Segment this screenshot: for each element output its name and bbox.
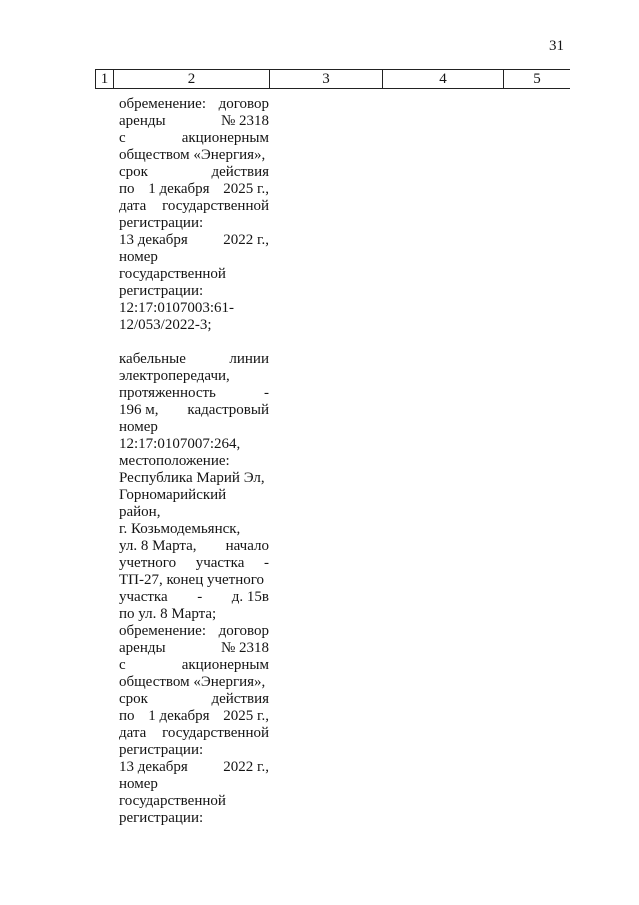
text-line xyxy=(119,249,269,266)
text-fragment: Республика Марий Эл, xyxy=(119,470,265,486)
text-fragment: по xyxy=(119,708,135,724)
text-fragment: 2025 г., xyxy=(223,181,269,197)
text-fragment: 1 декабря xyxy=(148,181,210,197)
cable-line-entry xyxy=(119,351,269,827)
text-line xyxy=(119,691,269,708)
text-fragment: 196 м, xyxy=(119,402,159,418)
text-line xyxy=(119,623,269,640)
text-line xyxy=(119,572,269,589)
text-fragment: линии xyxy=(229,351,269,367)
text-line xyxy=(119,742,269,759)
text-line xyxy=(119,810,269,827)
text-fragment: электропередачи, xyxy=(119,368,230,384)
text-fragment: кадастровый xyxy=(187,402,269,418)
text-fragment: учетного xyxy=(119,555,177,571)
text-line xyxy=(119,708,269,725)
text-fragment: действия xyxy=(211,164,269,180)
text-line xyxy=(119,606,269,623)
text-line xyxy=(119,181,269,198)
text-line xyxy=(119,725,269,742)
text-fragment: протяженность xyxy=(119,385,216,401)
text-line xyxy=(119,436,269,453)
page-number: 31 xyxy=(549,38,564,54)
text-fragment: местоположение: xyxy=(119,453,230,469)
header-row xyxy=(96,70,571,89)
text-fragment: 2022 г., xyxy=(223,232,269,248)
text-line xyxy=(119,504,269,521)
text-fragment: по xyxy=(119,181,135,197)
header-col-5: 5 xyxy=(504,70,571,89)
text-fragment: срок xyxy=(119,164,148,180)
encumbrance-entry-1 xyxy=(119,96,269,334)
text-fragment: кабельные xyxy=(119,351,186,367)
text-line xyxy=(119,657,269,674)
text-fragment: Горномарийский xyxy=(119,487,227,503)
header-col-1: 1 xyxy=(96,70,114,89)
text-line xyxy=(119,385,269,402)
text-line xyxy=(119,300,269,317)
text-line xyxy=(119,96,269,113)
text-fragment: № 2318 xyxy=(220,640,269,656)
text-line xyxy=(119,351,269,368)
text-line xyxy=(119,419,269,436)
text-line xyxy=(119,538,269,555)
text-fragment: район, xyxy=(119,504,161,520)
text-line xyxy=(119,232,269,249)
text-fragment: регистрации: xyxy=(119,283,204,299)
text-fragment: обременение: xyxy=(119,623,207,639)
header-col-2: 2 xyxy=(114,70,270,89)
text-line xyxy=(119,793,269,810)
text-line xyxy=(119,640,269,657)
text-fragment: государственной xyxy=(162,198,269,214)
text-line xyxy=(119,147,269,164)
text-line xyxy=(119,113,269,130)
text-fragment: участка xyxy=(119,589,168,605)
text-fragment: номер xyxy=(119,776,158,792)
text-fragment: ТП-27, конец учетного xyxy=(119,572,265,588)
text-line xyxy=(119,487,269,504)
text-line xyxy=(119,776,269,793)
text-fragment: обществом «Энергия», xyxy=(119,674,266,690)
text-fragment: государственной xyxy=(119,793,226,809)
text-fragment: регистрации: xyxy=(119,810,204,826)
text-line xyxy=(119,453,269,470)
text-line xyxy=(119,130,269,147)
text-fragment: - xyxy=(264,555,269,571)
text-fragment: акционерным xyxy=(181,130,269,146)
text-fragment: срок xyxy=(119,691,148,707)
text-fragment: 12:17:0107007:264, xyxy=(119,436,241,452)
header-col-4: 4 xyxy=(383,70,504,89)
text-fragment: 2025 г., xyxy=(223,708,269,724)
text-line xyxy=(119,402,269,419)
text-fragment: акционерным xyxy=(181,657,269,673)
text-line xyxy=(119,368,269,385)
text-fragment: обременение: xyxy=(119,96,207,112)
text-fragment: по ул. 8 Марта; xyxy=(119,606,217,622)
text-line xyxy=(119,198,269,215)
text-fragment: дата xyxy=(119,198,147,214)
text-fragment: 13 декабря xyxy=(119,759,188,775)
text-line xyxy=(119,470,269,487)
text-fragment: государственной xyxy=(119,266,226,282)
header-col-3: 3 xyxy=(270,70,383,89)
text-fragment: договор xyxy=(218,623,269,639)
text-line xyxy=(119,317,269,334)
text-fragment: - xyxy=(264,385,269,401)
text-fragment: аренды xyxy=(119,640,166,656)
text-line xyxy=(119,674,269,691)
text-fragment: 12/053/2022-3; xyxy=(119,317,212,333)
text-fragment: 1 декабря xyxy=(148,708,210,724)
text-line xyxy=(119,555,269,572)
text-line xyxy=(119,759,269,776)
text-line xyxy=(119,521,269,538)
text-fragment: ул. 8 Марта, xyxy=(119,538,197,554)
text-fragment: 12:17:0107003:61- xyxy=(119,300,234,316)
text-fragment: с xyxy=(119,130,126,146)
text-fragment: номер xyxy=(119,419,158,435)
text-line xyxy=(119,283,269,300)
text-fragment: регистрации: xyxy=(119,742,204,758)
text-fragment: номер xyxy=(119,249,158,265)
text-fragment: д. 15в xyxy=(231,589,269,605)
text-fragment: с xyxy=(119,657,126,673)
text-fragment: государственной xyxy=(162,725,269,741)
text-fragment: регистрации: xyxy=(119,215,204,231)
text-line xyxy=(119,266,269,283)
text-fragment: обществом «Энергия», xyxy=(119,147,266,163)
column-number-header xyxy=(95,69,570,89)
text-fragment: действия xyxy=(211,691,269,707)
text-line xyxy=(119,164,269,181)
text-fragment: 13 декабря xyxy=(119,232,188,248)
text-fragment: 2022 г., xyxy=(223,759,269,775)
text-fragment: участка xyxy=(195,555,245,571)
text-line xyxy=(119,589,269,606)
text-fragment: г. Козьмодемьянск, xyxy=(119,521,241,537)
text-fragment: аренды xyxy=(119,113,166,129)
text-line xyxy=(119,215,269,232)
text-fragment: - xyxy=(197,589,203,605)
text-fragment: начало xyxy=(225,538,269,554)
text-fragment: договор xyxy=(218,96,269,112)
text-fragment: № 2318 xyxy=(220,113,269,129)
text-fragment: дата xyxy=(119,725,147,741)
